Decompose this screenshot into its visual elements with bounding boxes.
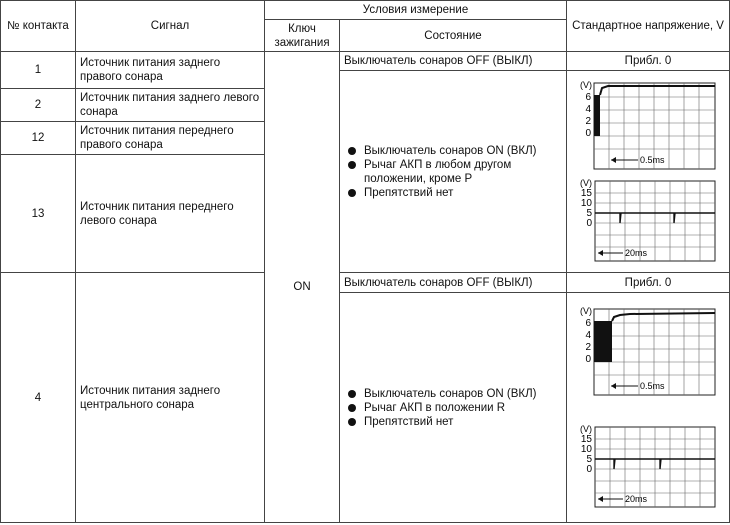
scope-unit: (V) <box>580 423 592 434</box>
header-row-1 <box>1 1 730 20</box>
pin-number: 2 <box>1 89 76 122</box>
burst-trace <box>600 86 715 95</box>
burst-signal <box>594 95 600 136</box>
pin-number: 1 <box>1 52 76 89</box>
state-on-b-list <box>344 387 562 429</box>
arrow-left-icon <box>611 157 616 163</box>
condition-item: Выключатель сонаров ON (ВКЛ) <box>364 144 562 158</box>
scope-tick: 6 <box>585 91 591 103</box>
header-no: № контакта <box>1 1 76 52</box>
signal-name: Источник питания заднего центрального сонара <box>76 273 265 523</box>
header-signal: Сигнал <box>76 1 265 52</box>
burst-waveform-a <box>578 79 718 177</box>
table-row-1a <box>1 52 730 71</box>
scope-tick: 2 <box>585 341 591 353</box>
scope-tick: 15 <box>580 433 592 445</box>
scope-tick: 4 <box>585 103 591 115</box>
scope-unit: (V) <box>580 177 592 188</box>
timebase-label: 20ms <box>625 493 648 504</box>
burst-trace <box>612 313 715 321</box>
pulse-waveform-b <box>578 423 718 511</box>
pulse-waveform-a <box>578 177 718 265</box>
state-on-a-list <box>344 144 562 200</box>
scope-grid <box>595 427 715 507</box>
signal-name: Источник питания заднего левого сонара <box>76 89 265 122</box>
condition-item: Выключатель сонаров ON (ВКЛ) <box>364 387 562 401</box>
header-conditions: Условия измерение <box>265 1 567 20</box>
scope-tick: 0 <box>586 463 592 475</box>
state-on-b <box>340 293 567 523</box>
timebase-label: 0.5ms <box>640 380 665 391</box>
scope-tick: 0 <box>585 353 591 365</box>
condition-item: Рычаг АКП в любом другом положении, кроме Р <box>364 158 562 186</box>
scope-tick: 15 <box>580 187 592 199</box>
scope-tick: 10 <box>580 443 592 455</box>
pin-number: 13 <box>1 155 76 273</box>
scope-tick: 5 <box>586 453 592 465</box>
scope-grid <box>595 181 715 261</box>
scope-tick: 0 <box>585 127 591 139</box>
scope-tick: 0 <box>586 217 592 229</box>
scope-tick: 4 <box>585 329 591 341</box>
header-ignition: Ключ зажигания <box>265 20 340 52</box>
scope-unit: (V) <box>580 79 592 90</box>
state-off-a: Выключатель сонаров OFF (ВЫКЛ) <box>340 52 567 71</box>
table-row-5a <box>1 273 730 293</box>
voltage-off-a: Прибл. 0 <box>567 52 730 71</box>
header-state: Состояние <box>340 20 567 52</box>
signal-name: Источник питания заднего правого сонара <box>76 52 265 89</box>
scope-tick: 6 <box>585 317 591 329</box>
scope-unit: (V) <box>580 305 592 316</box>
state-off-b: Выключатель сонаров OFF (ВЫКЛ) <box>340 273 567 293</box>
timebase-label: 20ms <box>625 247 648 258</box>
signal-name: Источник питания переднего левого сонара <box>76 155 265 273</box>
signal-name: Источник питания переднего правого сонара <box>76 122 265 155</box>
burst-waveform-b <box>578 305 718 403</box>
scope-tick: 10 <box>580 197 592 209</box>
scope-tick: 5 <box>586 207 592 219</box>
scope-tick: 2 <box>585 115 591 127</box>
waveform-spacer <box>569 403 727 423</box>
pin-number: 4 <box>1 273 76 523</box>
condition-item: Препятствий нет <box>364 415 562 429</box>
arrow-left-icon <box>611 383 616 389</box>
header-voltage: Стандартное напряжение, V <box>567 1 730 52</box>
arrow-left-icon <box>598 250 603 256</box>
pin-number: 12 <box>1 122 76 155</box>
waveforms-b <box>567 293 730 523</box>
condition-item: Препятствий нет <box>364 186 562 200</box>
waveforms-a <box>567 71 730 273</box>
ignition-value: ON <box>265 52 340 523</box>
burst-signal <box>594 321 612 362</box>
timebase-label: 0.5ms <box>640 154 665 165</box>
voltage-off-b: Прибл. 0 <box>567 273 730 293</box>
arrow-left-icon <box>598 496 603 502</box>
condition-item: Рычаг АКП в положении R <box>364 401 562 415</box>
state-on-a <box>340 71 567 273</box>
